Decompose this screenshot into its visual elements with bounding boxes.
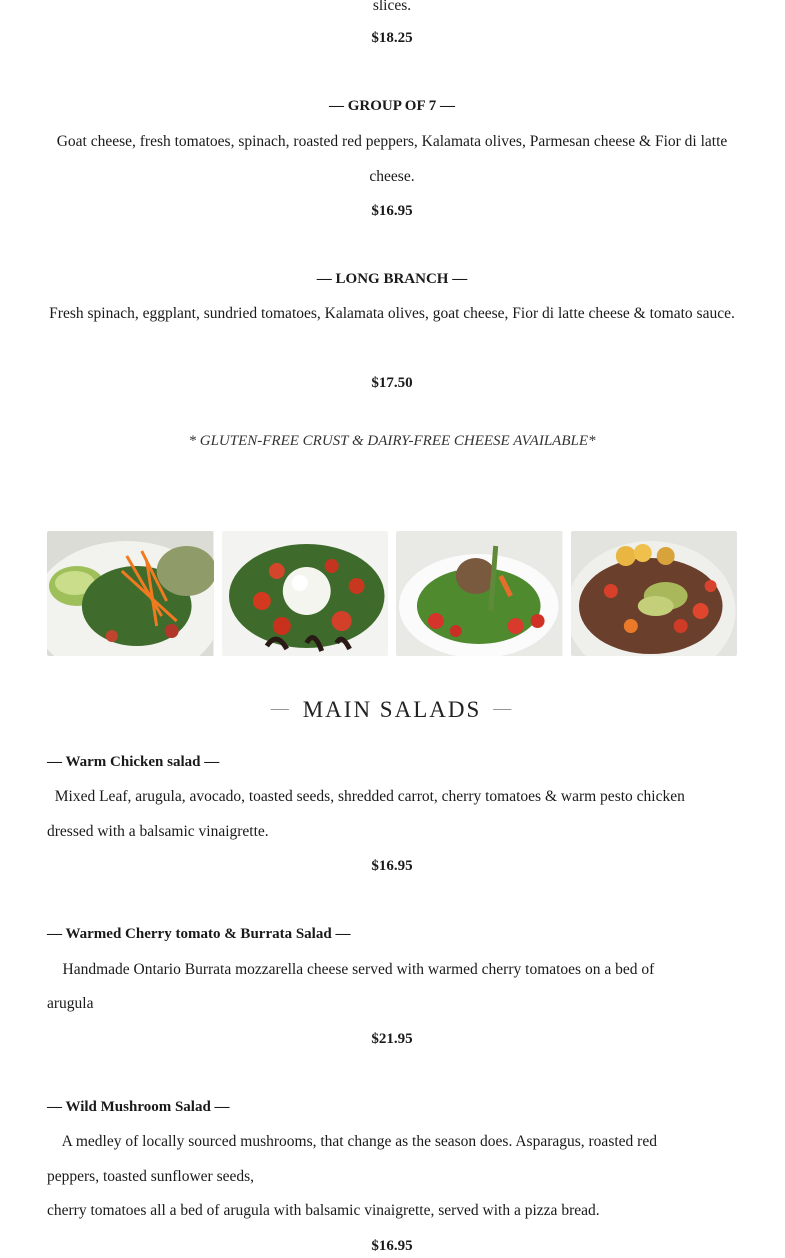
previous-item-trailing-text: slices. (372, 0, 412, 14)
salad-photo-avocado[interactable] (571, 531, 738, 656)
salad-desc-line2-warm-chicken: dressed with a balsamic vinaigrette. (47, 823, 269, 840)
gluten-free-note: * GLUTEN-FREE CRUST & DAIRY-FREE CHEESE AVAILABLE* (188, 433, 596, 449)
previous-item-price: $18.25 (371, 30, 413, 46)
section-title: MAIN SALADS (302, 697, 482, 722)
salad-price-warm-chicken: $16.95 (371, 858, 413, 874)
salad-photo-warm-chicken[interactable] (47, 531, 214, 656)
salad-desc-line2-wild-mushroom: peppers, toasted sunflower seeds, (47, 1168, 255, 1185)
salad-desc-line1-wild-mushroom: A medley of locally sourced mushrooms, that change as the season does. Asparagus, roasted red (47, 1133, 657, 1150)
pizza-desc-group-of-7: Goat cheese, fresh tomatoes, spinach, roasted red peppers, Kalamata olives, Parmesan cheese & Fior di latte cheese. (56, 133, 728, 185)
heading-dash-right: — (493, 698, 514, 718)
salad-title-burrata: — Warmed Cherry tomato & Burrata Salad — (47, 926, 351, 942)
salad-desc-line1-burrata: Handmade Ontario Burrata mozzarella cheese served with warmed cherry tomatoes on a bed of (47, 961, 655, 978)
salad-title-warm-chicken: — Warm Chicken salad — (47, 754, 220, 770)
salad-desc-line1-warm-chicken: Mixed Leaf, arugula, avocado, toasted seeds, shredded carrot, cherry tomatoes & warm pesto chicken (47, 788, 685, 805)
pizza-price-long-branch: $17.50 (371, 375, 413, 391)
salad-photo-mushroom[interactable] (396, 531, 563, 656)
pizza-price-group-of-7: $16.95 (371, 203, 413, 219)
salad-photo-burrata[interactable] (222, 531, 389, 656)
salad-price-burrata: $21.95 (371, 1031, 413, 1047)
pizza-title-group-of-7: — GROUP OF 7 — (328, 98, 456, 114)
salad-desc-line3-wild-mushroom: cherry tomatoes all a bed of arugula with balsamic vinaigrette, served with a pizza bread. (47, 1202, 600, 1219)
salad-title-wild-mushroom: — Wild Mushroom Salad — (47, 1099, 230, 1115)
salad-desc-line2-burrata: arugula (47, 995, 94, 1012)
pizza-title-long-branch: — LONG BRANCH — (316, 271, 468, 287)
main-salads-heading (47, 697, 737, 723)
pizza-desc-long-branch: Fresh spinach, eggplant, sundried tomatoes, Kalamata olives, goat cheese, Fior di latte cheese & tomato sauce. (49, 305, 735, 322)
heading-dash-left: — (270, 698, 291, 718)
salad-price-wild-mushroom: $16.95 (371, 1238, 413, 1254)
salad-photo-gallery (47, 531, 737, 656)
